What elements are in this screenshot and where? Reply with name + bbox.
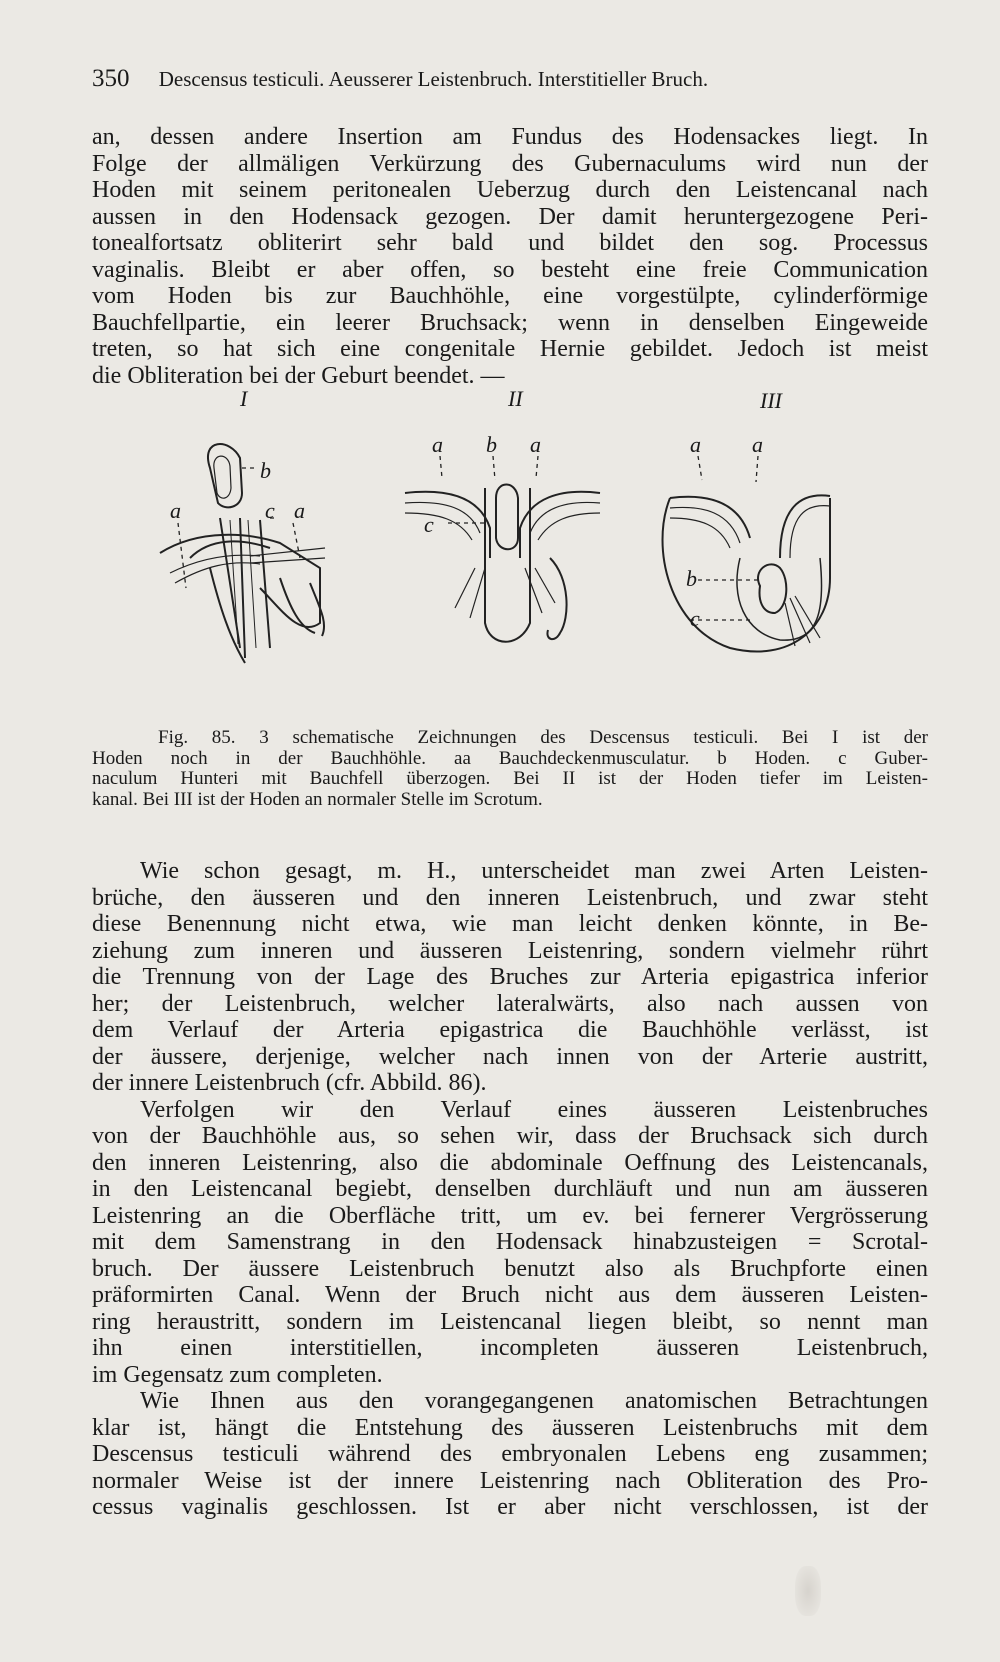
- caption-line: Hoden noch in der Bauchhöhle. aa Bauchdeckenmusculatur. b Hoden. c Guber-: [92, 747, 928, 769]
- text-line: brüche, den äusseren und den inneren Leistenbruch, und zwar steht: [92, 884, 928, 911]
- text-line: mit dem Samenstrang in den Hodensack hinabzusteigen = Scrotal-: [92, 1229, 928, 1255]
- text-line: Descensus testiculi während des embryonalen Lebens eng zusammen;: [92, 1441, 928, 1467]
- caption-line: naculum Hunteri mit Bauchfell überzogen. Bei II ist der Hoden tiefer im Leisten-: [92, 768, 928, 789]
- text-line: an, dessen andere Insertion am Fundus des Hodensackes liegt. In: [92, 124, 928, 150]
- text-line: normaler Weise ist der innere Leistenring nach Obliteration des Pro-: [92, 1467, 928, 1494]
- figure-letter-a: a: [294, 498, 305, 523]
- paragraph-bottom: [92, 858, 928, 1521]
- paper-stain: [795, 1566, 821, 1616]
- text-line: treten, so hat sich eine congenitale Hernie gebildet. Jedoch ist meist: [92, 336, 928, 362]
- text-line: im Gegensatz zum completen.: [92, 1361, 383, 1388]
- figure-letter-a: a: [170, 498, 181, 523]
- text-line: cessus vaginalis geschlossen. Ist er aber nicht verschlossen, ist der: [92, 1494, 928, 1520]
- figure-letter-b: b: [260, 458, 271, 483]
- text-line: vom Hoden bis zur Bauchhöhle, eine vorgestülpte, cylinderförmige: [92, 283, 928, 309]
- figure-letter-c: c: [265, 498, 275, 523]
- text-line: her; der Leistenbruch, welcher lateralwärts, also nach aussen von: [92, 990, 928, 1017]
- text-line: Leistenring an die Oberfläche tritt, um ev. bei fernerer Vergrösserung: [92, 1202, 928, 1229]
- text-line: ihn einen interstitiellen, incompleten äusseren Leistenbruch,: [92, 1335, 928, 1361]
- text-line: ziehung zum inneren und äusseren Leistenring, sondern vielmehr rührt: [92, 937, 928, 964]
- text-line: bruch. Der äussere Leistenbruch benutzt also als Bruchpforte einen: [92, 1255, 928, 1282]
- panel-label-two: II: [508, 386, 523, 411]
- text-line: in den Leistencanal begiebt, denselben durchläuft und nun am äusseren: [92, 1176, 928, 1202]
- text-line: präformirten Canal. Wenn der Bruch nicht aus dem äusseren Leisten-: [92, 1282, 928, 1308]
- text-line: klar ist, hängt die Entstehung des äusseren Leistenbruchs mit dem: [92, 1414, 928, 1441]
- figure-letter-a: a: [530, 432, 541, 457]
- figure-letter-a: a: [432, 432, 443, 457]
- text-line: von der Bauchhöhle aus, so sehen wir, dass der Bruchsack sich durch: [92, 1123, 928, 1149]
- text-line: Hoden mit seinem peritonealen Ueberzug durch den Leistencanal nach: [92, 177, 928, 203]
- text-line: Folge der allmäligen Verkürzung des Gubernaculums wird nun der: [92, 150, 928, 177]
- text-line: der innere Leistenbruch (cfr. Abbild. 86).: [92, 1070, 487, 1096]
- text-line: die Trennung von der Lage des Bruches zur Arteria epigastrica inferior: [92, 964, 928, 990]
- figure-letter-a: a: [690, 432, 701, 457]
- text-line: tonealfortsatz obliterirt sehr bald und bildet den sog. Processus: [92, 230, 928, 256]
- figure-85: [130, 386, 930, 708]
- panel-one-drawing: [160, 444, 325, 663]
- text-line: vaginalis. Bleibt er aber offen, so besteht eine freie Communication: [92, 256, 928, 283]
- text-line: der äussere, derjenige, welcher nach innen von der Arterie austritt,: [92, 1043, 928, 1070]
- figure-letter-a: a: [752, 432, 763, 457]
- page-number: 350: [92, 65, 130, 92]
- text-line: Wie schon gesagt, m. H., unterscheidet man zwei Arten Leisten-: [140, 858, 928, 884]
- text-line: den inneren Leistenring, also die abdominale Oeffnung des Leistencanals,: [92, 1149, 928, 1176]
- running-title: Descensus testiculi. Aeusserer Leistenbruch. Interstitieller Bruch.: [158, 67, 709, 91]
- figure-caption: [92, 728, 928, 810]
- figure-letter-b: b: [486, 432, 497, 457]
- text-line: ring heraustritt, sondern im Leistencanal liegen bleibt, so nennt man: [92, 1308, 928, 1335]
- text-line: Bauchfellpartie, ein leerer Bruchsack; wenn in denselben Eingeweide: [92, 309, 928, 336]
- panel-two-drawing: [405, 485, 600, 642]
- text-line: Verfolgen wir den Verlauf eines äusseren Leistenbruches: [140, 1096, 928, 1123]
- caption-line: kanal. Bei III ist der Hoden an normaler Stelle im Scrotum.: [92, 788, 543, 810]
- caption-line: Fig. 85. 3 schematische Zeichnungen des Descensus testiculi. Bei I ist der: [158, 727, 928, 748]
- figure-letter-c: c: [690, 606, 700, 631]
- running-header: [92, 62, 912, 96]
- figure-letter-c: c: [424, 512, 434, 537]
- text-line: diese Benennung nicht etwa, wie man leicht denken könnte, in Be-: [92, 911, 928, 937]
- panel-label-one: I: [240, 386, 248, 411]
- panel-label-three: III: [760, 388, 782, 413]
- text-line: die Obliteration bei der Geburt beendet. —: [92, 362, 505, 389]
- text-line: aussen in den Hodensack gezogen. Der damit heruntergezogene Peri-: [92, 203, 928, 230]
- figure-letter-b: b: [686, 566, 697, 591]
- text-line: dem Verlauf der Arteria epigastrica die Bauchhöhle verlässt, ist: [92, 1017, 928, 1043]
- paragraph-top: [92, 124, 928, 389]
- text-line: Wie Ihnen aus den vorangegangenen anatomischen Betrachtungen: [140, 1388, 928, 1414]
